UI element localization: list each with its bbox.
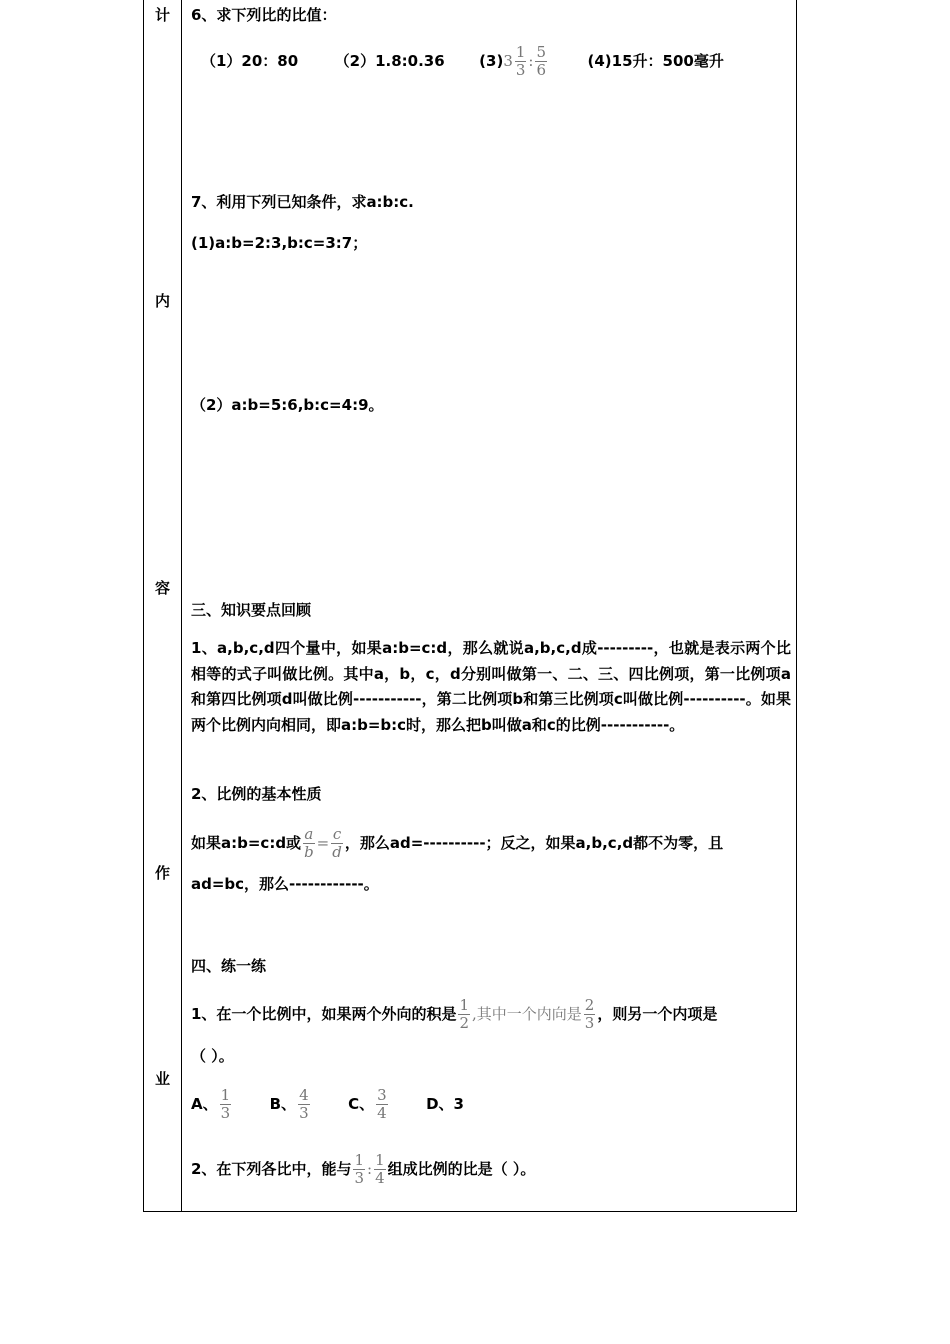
- practice-q1-line-1: 1、在一个比例中，如果两个外向的积是 $\frac{1}{2}$ ,其中一个内向是 $\frac{2}{3}$ ，则另一个内项是: [191, 996, 718, 1032]
- option-d: D、3: [426, 1095, 464, 1113]
- option-a: A、 $\frac{1}{3}$: [191, 1086, 231, 1122]
- fraction: $\frac{4}{3}$: [299, 1086, 309, 1122]
- side-label-column: [144, 0, 182, 1211]
- side-label: 计: [154, 6, 170, 24]
- worksheet-table: [143, 0, 797, 1212]
- section4-heading: 四、练一练: [191, 957, 267, 975]
- fraction: $\frac{1}{2}$: [459, 996, 469, 1032]
- q6-part-1: （1）20：80: [201, 52, 299, 70]
- fraction: $\frac{1}{3}$: [220, 1086, 231, 1122]
- fraction: $\frac{a}{b}$: [304, 825, 314, 861]
- practice-q2: 2、在下列各比中，能与 $\frac{1}{3}$ : $\frac{1}{4}$ 组成比例的比是（ ）。: [191, 1151, 536, 1187]
- q7-part-1: (1)a:b=2:3,b:c=3:7；: [191, 234, 368, 252]
- fraction: $\frac{1}{3}$: [354, 1151, 364, 1187]
- property-line-1: 如果a:b=c:d或 $\frac{a}{b}$ = $\frac{c}{d}$ ，那么ad=----------；反之，如果a,b,c,d都不为零，且: [191, 825, 724, 861]
- fraction: $\frac{1}{4}$: [375, 1151, 385, 1187]
- side-label: 作: [154, 864, 170, 882]
- fraction: $\frac{1}{3}$: [515, 43, 526, 79]
- q6-part-4: (4)15升：500毫升: [587, 52, 724, 70]
- q7-title: 7、利用下列已知条件，求a:b:c.: [191, 193, 414, 211]
- q7-part-2: （2）a:b=5:6,b:c=4:9。: [191, 396, 384, 414]
- section3-heading: 三、知识要点回顾: [191, 601, 312, 619]
- practice-q1-line-2: （ ）。: [191, 1047, 234, 1065]
- q6-part-3: (3)3 $\frac{1}{3}$ : $\frac{5}{6}$: [479, 43, 547, 79]
- q6-parts: [201, 44, 724, 79]
- section3-subheading: 2、比例的基本性质: [191, 785, 322, 803]
- practice-q1-options: [191, 1087, 464, 1122]
- property-line-2: ad=bc，那么------------。: [191, 875, 379, 893]
- option-c: C、 $\frac{3}{4}$: [348, 1086, 387, 1122]
- side-label: 业: [154, 1070, 170, 1088]
- fraction: $\frac{2}{3}$: [584, 996, 595, 1032]
- section3-paragraph: 1、a,b,c,d四个量中，如果a:b=c:d，那么就说a,b,c,d成---------，也就是表示两个比相等的式子叫做比例。其中a，b，c，d分别叫做第一、二、三、四比例项，第一比例项a和第四比例项d叫做比例-----------，第二比例项b和第三比例项c叫做比例----------。如果两个比例内向相同，即a:b=b:c时，那么把b叫做a和c的比例-----------。: [191, 639, 791, 734]
- fraction: $\frac{5}{6}$: [536, 43, 547, 79]
- fraction: $\frac{3}{4}$: [377, 1086, 387, 1122]
- side-label: 内: [154, 292, 170, 310]
- side-label: 容: [154, 579, 170, 597]
- q6-title: 6、求下列比的比值：: [191, 6, 337, 24]
- fraction: $\frac{c}{d}$: [332, 825, 342, 861]
- option-b: B、 $\frac{4}{3}$: [269, 1086, 309, 1122]
- q6-part-2: （2）1.8:0.36: [334, 52, 445, 70]
